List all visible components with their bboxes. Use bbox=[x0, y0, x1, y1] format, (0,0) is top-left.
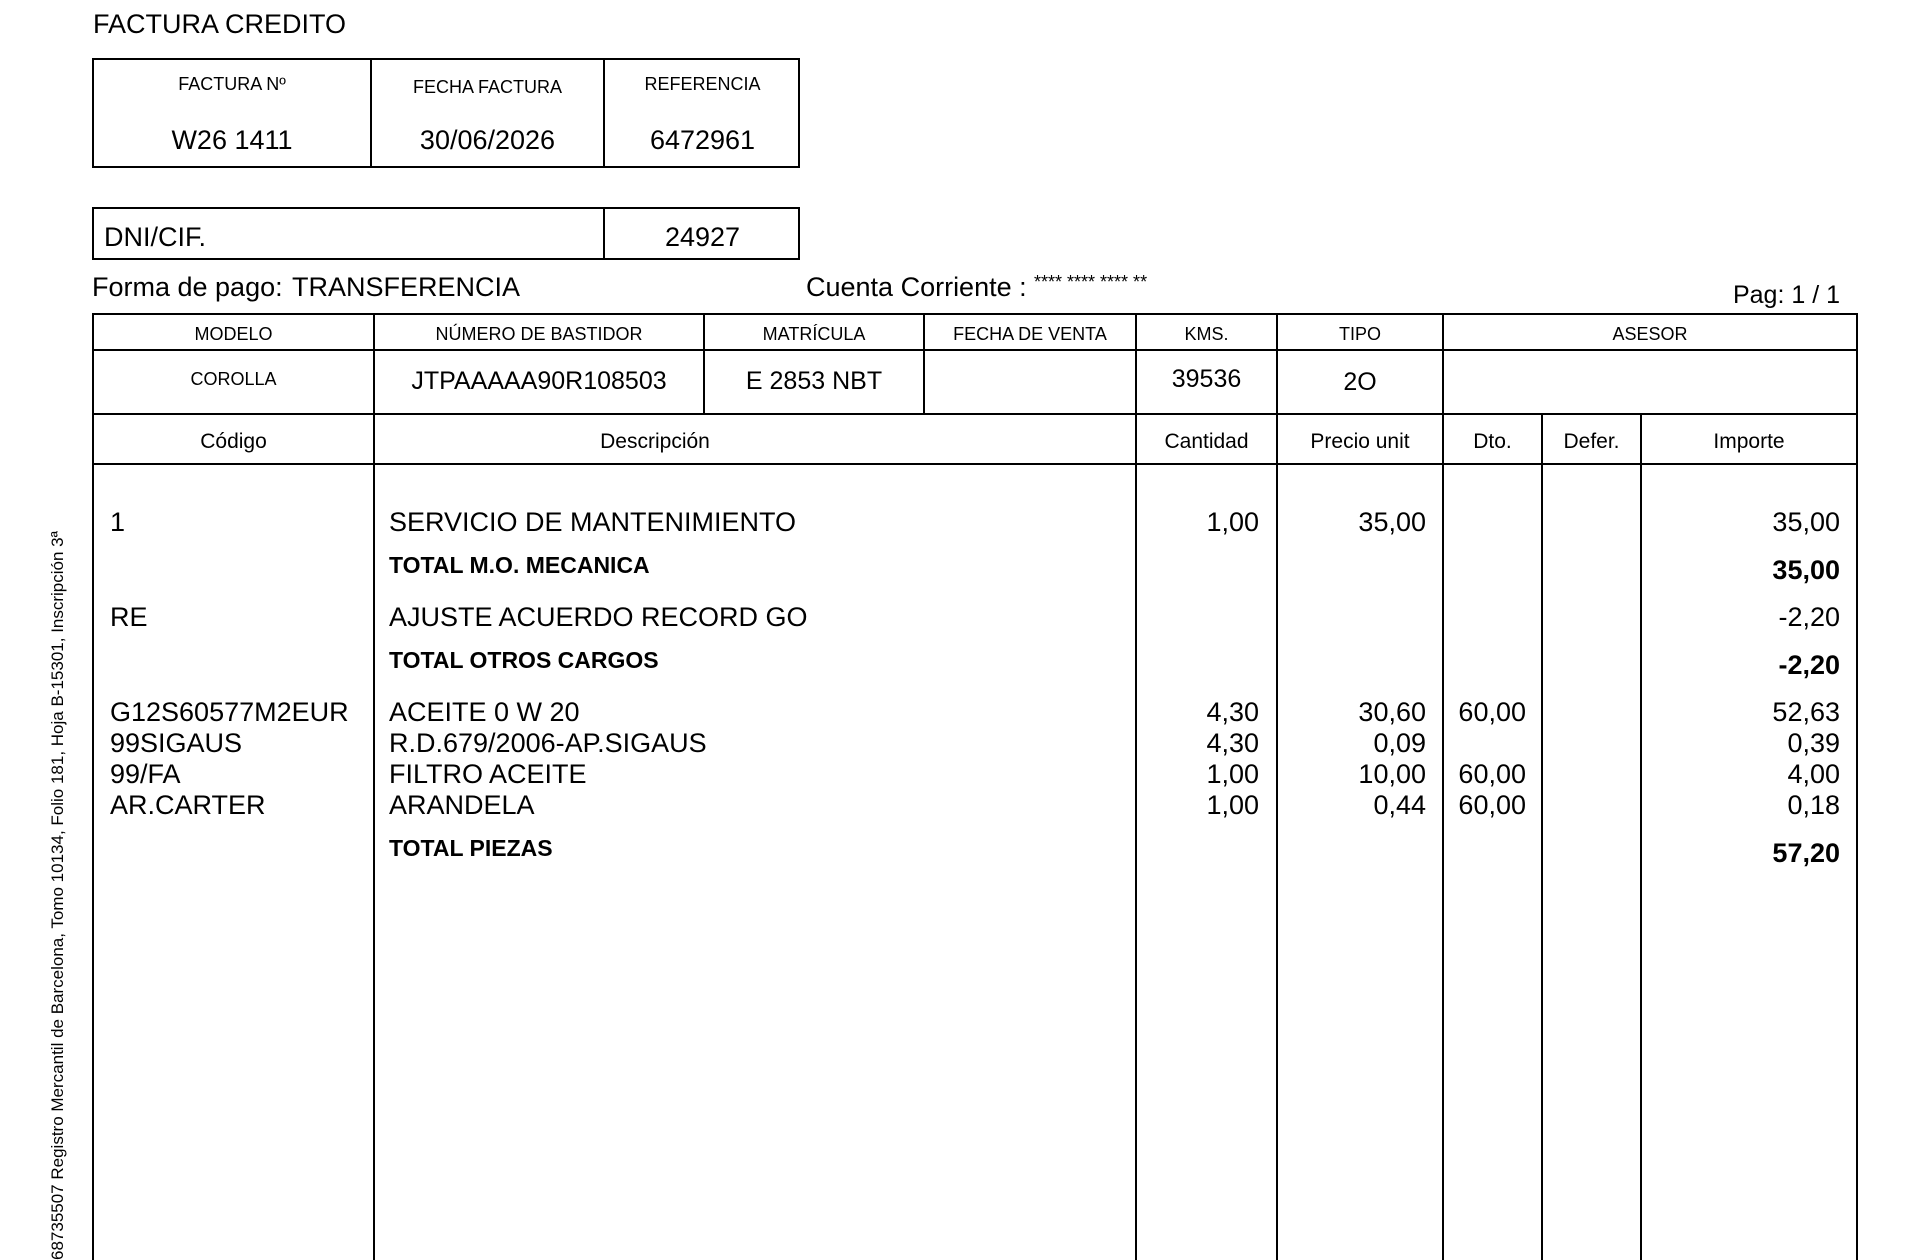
line-codigo: 99SIGAUS bbox=[110, 728, 243, 758]
fecha-factura-value: 30/06/2026 bbox=[419, 125, 556, 155]
lines-header-descripcion: Descripción bbox=[600, 430, 710, 453]
dni-value: 24927 bbox=[664, 222, 741, 252]
line-descripcion: ACEITE 0 W 20 bbox=[389, 697, 580, 727]
referencia-value: 6472961 bbox=[649, 125, 756, 155]
line-descripcion: SERVICIO DE MANTENIMIENTO bbox=[389, 507, 797, 537]
lines-header-precio: Precio unit bbox=[1310, 430, 1410, 453]
registry-side-note: 68735507 Registro Mercantil de Barcelona, Tomo 10134, Folio 181, Hoja B-15301, Inscripción 3ª bbox=[48, 531, 67, 1260]
vehicle-header-kms: KMS. bbox=[1184, 324, 1229, 344]
factura-number-value: W26 1411 bbox=[171, 125, 293, 155]
vehicle-header-tipo: TIPO bbox=[1338, 324, 1381, 344]
fecha-factura-label: FECHA FACTURA bbox=[412, 77, 563, 97]
line-descripcion: FILTRO ACEITE bbox=[389, 759, 587, 789]
lines-header-dto: Dto. bbox=[1473, 430, 1512, 453]
lines-header-importe: Importe bbox=[1713, 430, 1785, 453]
page-indicator: Pag: 1 / 1 bbox=[1732, 281, 1840, 309]
line-importe: 4,00 bbox=[1787, 759, 1840, 789]
account-value: **** **** **** ** bbox=[1034, 272, 1148, 292]
vehicle-header-modelo: MODELO bbox=[194, 324, 273, 344]
total-value: -2,20 bbox=[1778, 650, 1840, 680]
line-codigo: RE bbox=[110, 602, 148, 632]
lines-header-cantidad: Cantidad bbox=[1164, 430, 1249, 453]
line-importe: 0,39 bbox=[1787, 728, 1840, 758]
payment-value: TRANSFERENCIA bbox=[292, 272, 521, 302]
line-precio: 10,00 bbox=[1358, 759, 1426, 789]
line-cantidad: 1,00 bbox=[1206, 790, 1259, 820]
document-title: FACTURA CREDITO bbox=[93, 9, 347, 39]
payment-label: Forma de pago: bbox=[92, 272, 283, 302]
total-value: 57,20 bbox=[1772, 838, 1840, 868]
dni-label: DNI/CIF. bbox=[104, 222, 207, 252]
line-dto: 60,00 bbox=[1458, 759, 1526, 789]
vehicle-header-asesor: ASESOR bbox=[1612, 324, 1688, 344]
line-codigo: 99/FA bbox=[110, 759, 181, 789]
line-precio: 0,44 bbox=[1373, 790, 1426, 820]
total-label: TOTAL OTROS CARGOS bbox=[389, 647, 659, 673]
line-codigo: G12S60577M2EUR bbox=[110, 697, 349, 727]
referencia-label: REFERENCIA bbox=[644, 74, 761, 94]
line-importe: 52,63 bbox=[1772, 697, 1840, 727]
line-codigo: AR.CARTER bbox=[110, 790, 266, 820]
line-descripcion: R.D.679/2006-AP.SIGAUS bbox=[389, 728, 707, 758]
line-cantidad: 1,00 bbox=[1206, 759, 1259, 789]
vehicle-bastidor: JTPAAAAA90R108503 bbox=[411, 367, 667, 395]
line-dto: 60,00 bbox=[1458, 790, 1526, 820]
line-cantidad: 1,00 bbox=[1206, 507, 1259, 537]
vehicle-tipo: 2O bbox=[1343, 368, 1377, 396]
total-value: 35,00 bbox=[1772, 555, 1840, 585]
account-label: Cuenta Corriente : bbox=[806, 272, 1027, 302]
vehicle-header-bastidor: NÚMERO DE BASTIDOR bbox=[435, 324, 643, 344]
line-precio: 30,60 bbox=[1358, 697, 1426, 727]
line-cantidad: 4,30 bbox=[1206, 728, 1259, 758]
vehicle-modelo: COROLLA bbox=[190, 369, 277, 389]
line-precio: 35,00 bbox=[1358, 507, 1426, 537]
line-cantidad: 4,30 bbox=[1206, 697, 1259, 727]
total-label: TOTAL M.O. MECANICA bbox=[389, 552, 650, 578]
line-descripcion: AJUSTE ACUERDO RECORD GO bbox=[389, 602, 808, 632]
lines-header-defer: Defer. bbox=[1563, 430, 1620, 453]
line-codigo: 1 bbox=[110, 507, 126, 537]
line-precio: 0,09 bbox=[1373, 728, 1426, 758]
vehicle-header-matricula: MATRÍCULA bbox=[762, 324, 866, 344]
vehicle-matricula: E 2853 NBT bbox=[745, 367, 883, 395]
line-descripcion: ARANDELA bbox=[389, 790, 535, 820]
line-importe: -2,20 bbox=[1778, 602, 1840, 632]
line-importe: 0,18 bbox=[1787, 790, 1840, 820]
vehicle-header-fecha-venta: FECHA DE VENTA bbox=[953, 324, 1107, 344]
total-label: TOTAL PIEZAS bbox=[389, 835, 553, 861]
vehicle-kms: 39536 bbox=[1171, 365, 1242, 393]
line-dto: 60,00 bbox=[1458, 697, 1526, 727]
factura-number-label: FACTURA Nº bbox=[178, 74, 286, 94]
lines-header-codigo: Código bbox=[200, 430, 267, 453]
line-importe: 35,00 bbox=[1772, 507, 1840, 537]
